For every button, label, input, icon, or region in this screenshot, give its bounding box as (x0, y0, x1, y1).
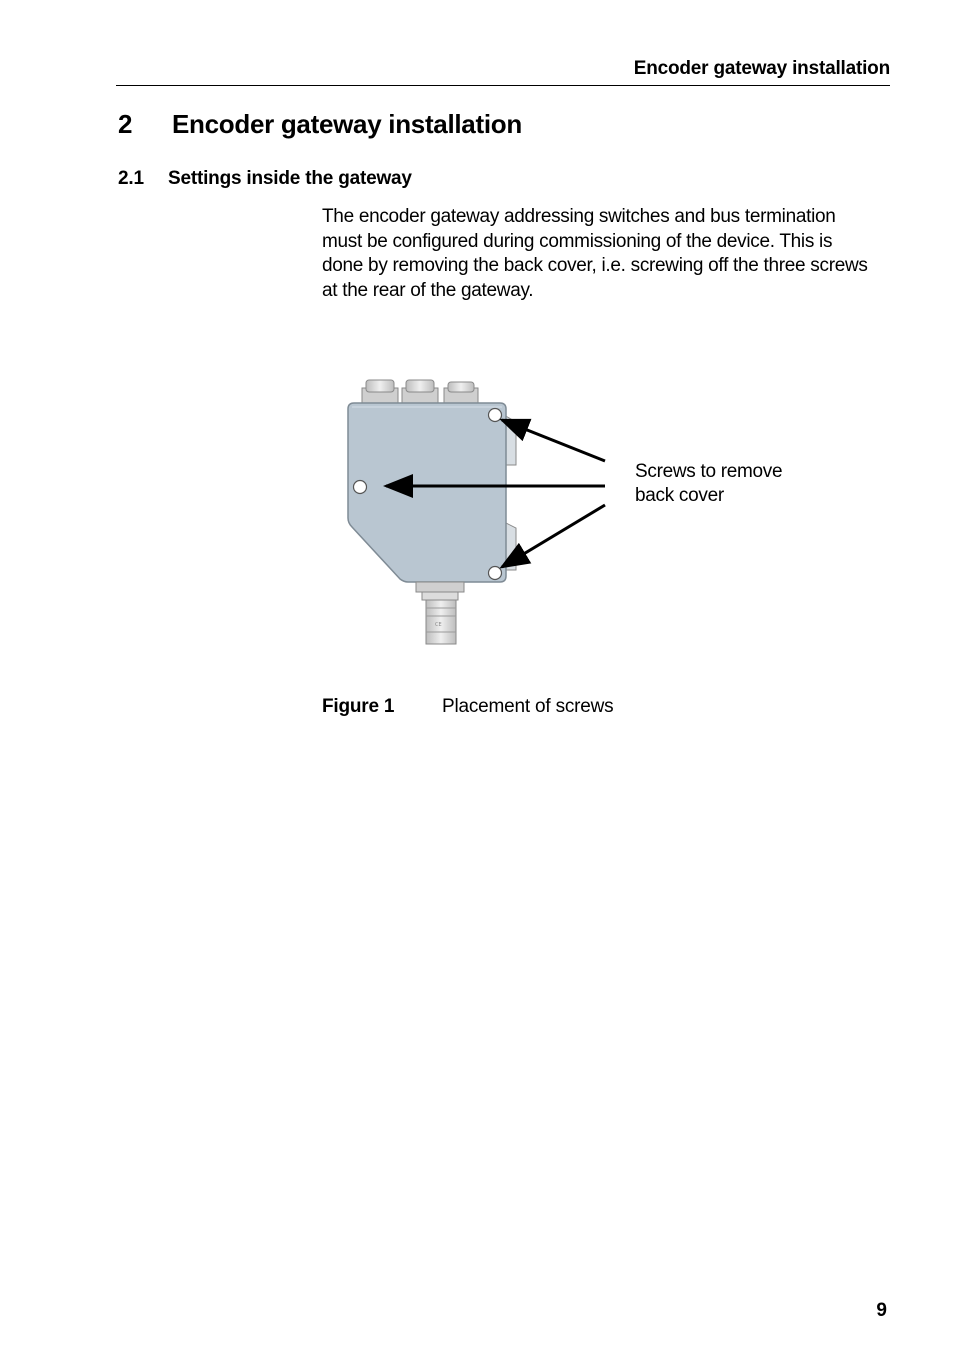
page-number: 9 (876, 1300, 887, 1321)
callout-text: Screws to remove back cover (635, 461, 783, 506)
top-connectors (362, 380, 478, 406)
section-title: Settings inside the gateway (168, 168, 412, 189)
gateway-housing (348, 403, 506, 582)
section-number: 2.1 (118, 168, 144, 189)
header-rule (116, 85, 890, 86)
arrow-bottom-right (502, 505, 605, 567)
figure-label: Figure 1 (322, 696, 395, 717)
arrow-top-right (502, 420, 605, 461)
bottom-connector (416, 582, 464, 644)
gateway-illustration (340, 370, 820, 660)
screw-bottom-right (489, 567, 502, 580)
figure-screws (340, 370, 820, 660)
chapter-title: Encoder gateway installation (172, 109, 522, 139)
section-heading (118, 168, 412, 190)
figure-caption-text: Placement of screws (442, 696, 614, 717)
screw-left (354, 481, 367, 494)
figure-caption (322, 696, 614, 718)
running-header: Encoder gateway installation (633, 58, 890, 79)
screw-top-right (489, 409, 502, 422)
chapter-heading (118, 109, 522, 140)
body-paragraph: The encoder gateway addressing switches and bus termination must be configured during commissioning of the device. This is done by removing the back cover, i.e. screwing off the three screws at the rear of the gateway. (322, 206, 868, 301)
chapter-number: 2 (118, 109, 133, 139)
connector-marking: CE (435, 622, 442, 628)
